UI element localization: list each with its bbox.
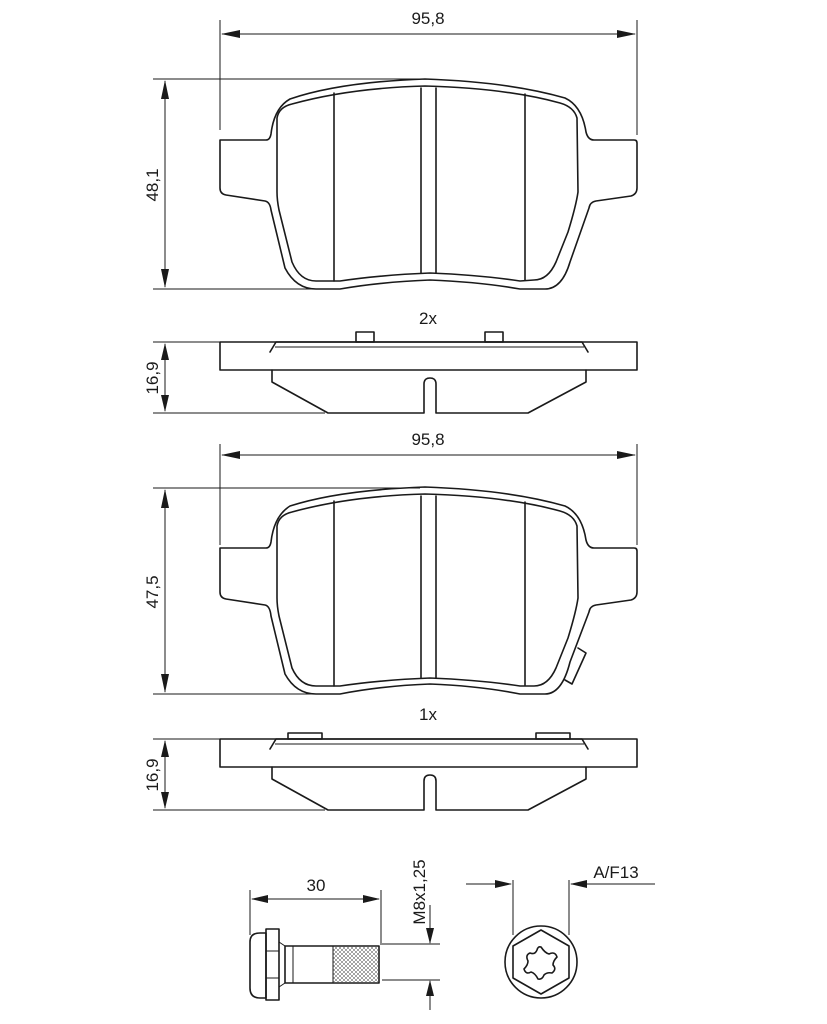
- bolt-socket-label: A/F13: [593, 863, 639, 882]
- pad-large-thickness-label: 16,9: [143, 361, 162, 395]
- bolt-side-view: [250, 859, 440, 1010]
- pad-small-backing-plate: [220, 487, 637, 694]
- pad-small-height-dimension: [143, 488, 420, 694]
- pad-small-friction-material: [277, 494, 578, 686]
- bolt-head-flange: [250, 933, 266, 998]
- pad-large-friction-block-side: [272, 370, 586, 413]
- pad-large-clip-right: [485, 332, 503, 342]
- pad-small-front-view: [143, 430, 637, 694]
- pad-large-backing-plate-side: [220, 342, 637, 370]
- torx-socket-icon: [524, 947, 557, 979]
- bolt-length-dimension: [250, 876, 381, 945]
- bolt-length-label: 30: [306, 876, 326, 895]
- pad-large-width-label: 95,8: [411, 9, 445, 28]
- pad-large-clip-left: [356, 332, 374, 342]
- pad-small-thickness-dimension: [143, 739, 325, 810]
- bolt-thread: [333, 947, 378, 982]
- bolt-socket-dimension: [466, 863, 655, 935]
- pad-small-clip-right: [536, 733, 570, 739]
- pad-small-side-view: [143, 733, 637, 810]
- pad-small-quantity-label: 1x: [419, 705, 437, 724]
- bolt-thread-dimension: [382, 859, 440, 1010]
- pad-small-height-label: 47,5: [143, 575, 162, 609]
- pad-large-side-view: [143, 332, 637, 413]
- pad-small-friction-block-side: [272, 767, 586, 810]
- pad-small-clip-left: [288, 733, 322, 739]
- bolt-flange-circle: [505, 926, 577, 998]
- pad-small-width-label: 95,8: [411, 430, 445, 449]
- bolt-end-view: [466, 863, 655, 998]
- pad-large-friction-material: [277, 86, 578, 281]
- pad-large-quantity-label: 2x: [419, 309, 437, 328]
- pad-large-height-label: 48,1: [143, 168, 162, 202]
- pad-large-thickness-dimension: [143, 342, 325, 413]
- pad-large-width-dimension: [220, 9, 637, 135]
- pad-large-height-dimension: [143, 79, 420, 289]
- pad-small-thickness-label: 16,9: [143, 758, 162, 792]
- pad-small-backing-plate-side: [220, 739, 637, 767]
- pad-large-front-view: [143, 9, 637, 289]
- bolt-thread-label: M8x1,25: [410, 859, 429, 925]
- pad-large-backing-plate: [220, 79, 637, 289]
- bolt-head-hex: [266, 929, 279, 1000]
- hex-head-icon: [513, 930, 569, 994]
